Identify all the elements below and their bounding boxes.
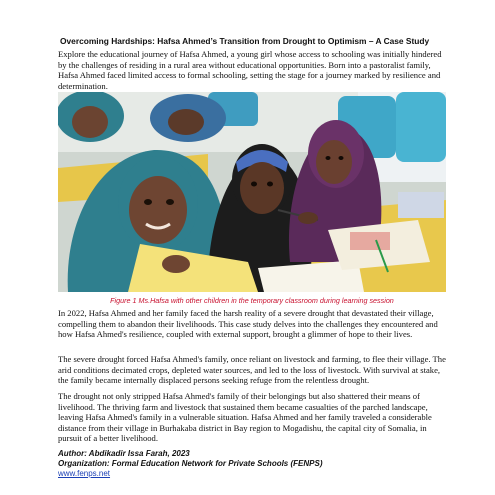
author-line: Author: Abdikadir Issa Farah, 2023 — [58, 449, 190, 458]
body-paragraph-3: The drought not only stripped Hafsa Ahmed's family of their belongings but also shattered their means of livelihood. The thriving farm and livestock that sustained them became casualties of the parched landscape, leaving Hafsa Ahmed's family in a vulnerable situation. Hafsa Ahmed and her family traveled a considerable distance from their village in Burhakaba district in Bay region to Mogadishu, the capital city of Somalia, in pursuit of a better livelihood. — [58, 391, 432, 444]
document-footer — [58, 449, 448, 479]
document-title: Overcoming Hardships: Hafsa Ahmed’s Transition from Drought to Optimism – A Case Study — [60, 36, 430, 46]
body-paragraph-1: In 2022, Hafsa Ahmed and her family faced the harsh reality of a severe drought that devastated their village, compelling them to abandon their livelihoods. This case study delves into the challenges they encountered and how Hafsa Ahmed's resilience, coupled with external support, brought a glimmer of hope to their lives. — [58, 308, 438, 340]
website-link[interactable]: www.fenps.net — [58, 469, 111, 478]
classroom-photo — [58, 92, 446, 292]
body-paragraph-2: The severe drought forced Hafsa Ahmed's family, once reliant on livestock and farming, to flee their village. The arid conditions decimated crops, depleted water sources, and led to the loss of livestock. With survival at stake, the family became internally displaced persons seeking refuge from the relentless drought. — [58, 354, 446, 386]
figure-caption: Figure 1 Ms.Hafsa with other children in the temporary classroom during learning session — [110, 296, 394, 305]
organization-line: Organization: Formal Education Network for Private Schools (FENPS) — [58, 459, 323, 468]
intro-paragraph: Explore the educational journey of Hafsa Ahmed, a young girl whose access to schooling was initially hindered by the challenges of residing in a rural area without educational opportunities. Born into a pastoralist family, Hafsa Ahmed faced limited access to formal schooling, setting the stage for a journey marked by resilience and determination. — [58, 49, 442, 91]
